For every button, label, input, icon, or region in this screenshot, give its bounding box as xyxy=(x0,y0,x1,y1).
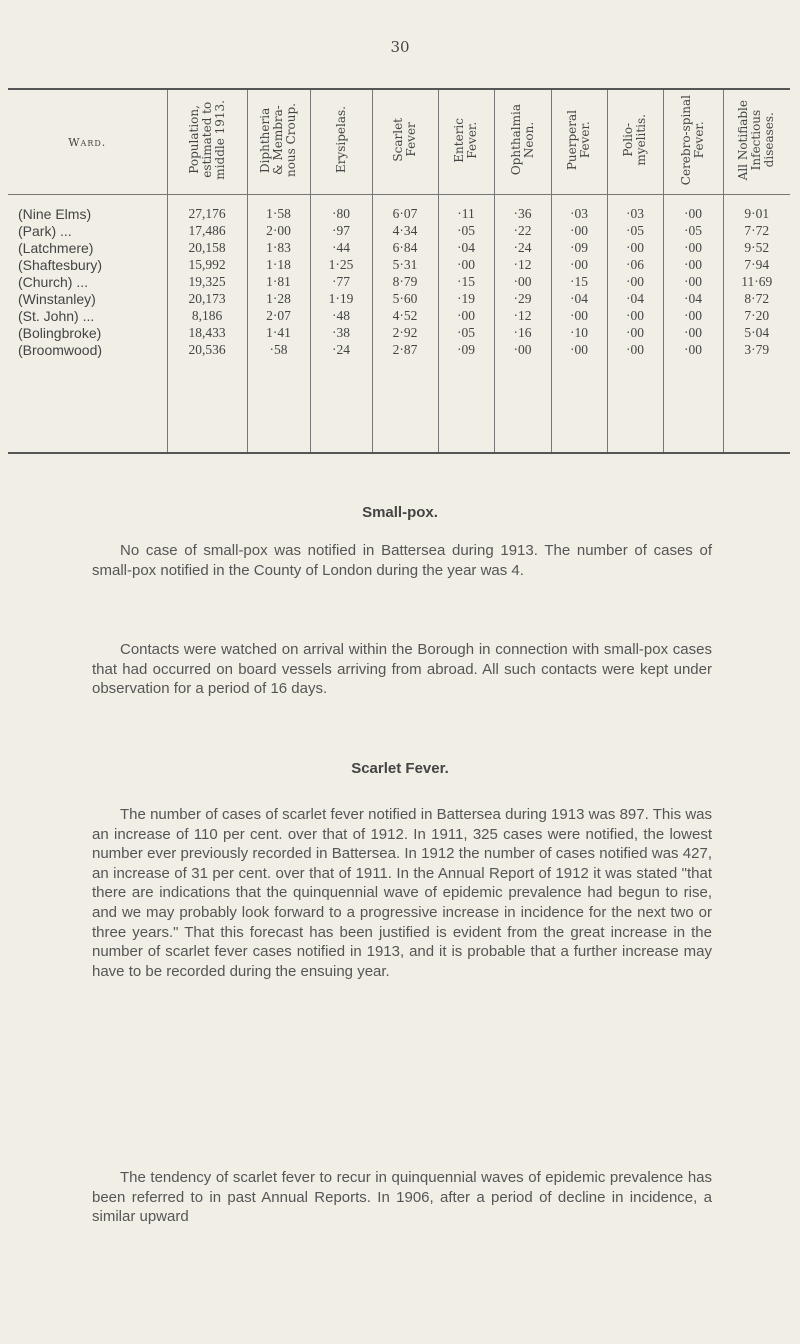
rate-cell: ·00 xyxy=(551,307,607,324)
table-row xyxy=(8,324,790,341)
ward-name-cell: (Latchmere) xyxy=(18,239,94,256)
rate-cell: ·00 xyxy=(438,307,494,324)
header-poliomyelitis: Polio- myelitis. xyxy=(607,89,663,195)
spacer-cell xyxy=(494,358,551,453)
rate-cell: 1·28 xyxy=(247,290,310,307)
rate-cell: 1·25 xyxy=(310,256,372,273)
ward-name-cell: (Church) ... xyxy=(18,273,89,290)
rate-cell: 5·31 xyxy=(372,256,438,273)
rate-cell: 1·81 xyxy=(247,273,310,290)
rate-cell: ·03 xyxy=(607,195,663,223)
rate-cell: 1·58 xyxy=(247,195,310,223)
header-population: Population, estimated to middle 1913. xyxy=(167,89,247,195)
rate-cell: ·05 xyxy=(438,222,494,239)
header-puerperal-fever: Puerperal Fever. xyxy=(551,89,607,195)
rate-cell: ·29 xyxy=(494,290,551,307)
ward-name-cell: (Bolingbroke) xyxy=(18,324,102,341)
rate-cell: 9·01 xyxy=(723,195,790,223)
rate-cell: 27,176 xyxy=(167,195,247,223)
scarlet-fever-paragraph-2: The tendency of scarlet fever to recur in quinquennial waves of epidemic prevalence has been referred to in past Annual Reports. In 1906, after a period of decline in incidence, a similar upward xyxy=(92,1169,712,1226)
rate-cell: 8,186 xyxy=(167,307,247,324)
rate-cell: ·00 xyxy=(607,239,663,256)
table-row xyxy=(8,273,790,290)
rate-cell: ·12 xyxy=(494,307,551,324)
rate-cell: 1·18 xyxy=(247,256,310,273)
spacer-cell xyxy=(723,358,790,453)
rate-cell: 18,433 xyxy=(167,324,247,341)
header-erysipelas: Erysipelas. xyxy=(310,89,372,195)
rate-cell: ·09 xyxy=(551,239,607,256)
ward-name-cell: (Shaftesbury) xyxy=(18,256,103,273)
rate-cell: 20,173 xyxy=(167,290,247,307)
rate-cell: 7·94 xyxy=(723,256,790,273)
rate-cell: ·00 xyxy=(494,341,551,358)
spacer-cell xyxy=(8,358,167,453)
rate-cell: ·15 xyxy=(551,273,607,290)
spacer-cell xyxy=(372,358,438,453)
table-row xyxy=(8,239,790,256)
ward-name-cell: (Nine Elms) xyxy=(18,205,92,222)
table-row xyxy=(8,341,790,358)
rate-cell: ·10 xyxy=(551,324,607,341)
table-header-row xyxy=(8,89,790,195)
rate-cell: ·77 xyxy=(310,273,372,290)
ward-name-cell: (Park) ... xyxy=(18,222,72,239)
ward-name-cell: (St. John) ... xyxy=(18,307,95,324)
rate-cell: ·09 xyxy=(438,341,494,358)
header-scarlet-fever: Scarlet Fever xyxy=(372,89,438,195)
rate-cell: ·05 xyxy=(438,324,494,341)
rate-cell: ·00 xyxy=(663,341,723,358)
rate-cell: ·11 xyxy=(438,195,494,223)
rate-cell: ·12 xyxy=(494,256,551,273)
header-ophthalmia: Ophthalmia Neon. xyxy=(494,89,551,195)
spacer-cell xyxy=(663,358,723,453)
rate-cell: 9·52 xyxy=(723,239,790,256)
table-row xyxy=(8,195,790,223)
smallpox-paragraph-1: No case of small-pox was notified in Battersea during 1913. The number of cases of small-pox notified in the County of London during the year was 4. xyxy=(92,542,712,579)
table-row xyxy=(8,256,790,273)
rate-cell: 8·79 xyxy=(372,273,438,290)
header-all-notifiable: All Notifiable Infectious diseases. xyxy=(723,89,790,195)
rate-cell: 15,992 xyxy=(167,256,247,273)
rate-cell: ·97 xyxy=(310,222,372,239)
rate-cell: 2·07 xyxy=(247,307,310,324)
rate-cell: ·24 xyxy=(310,341,372,358)
rate-cell: ·16 xyxy=(494,324,551,341)
spacer-cell xyxy=(607,358,663,453)
rate-cell: 6·84 xyxy=(372,239,438,256)
rate-cell: ·00 xyxy=(607,273,663,290)
rate-cell: 1·41 xyxy=(247,324,310,341)
scarlet-fever-paragraph-1: The number of cases of scarlet fever notified in Battersea during 1913 was 897. This was an increase of 110 per cent. over that of 1912. In 1911, 325 cases were notified, the lowest number ever previously recorded in Battersea. In 1912 the number of cases notified was 427, an increase of 31 per cent. over that of 1911. In the Annual Report of 1912 it was stated "that there are indications that the quinquennial wave of epidemic prevalence had begun to rise, and we may probably look forward to a progressive increase in incidence for the next two or three years." That this forecast has been justified is evident from the great increase in the number of scarlet fever cases notified in 1913, and it is probable that a further increase may have to be recorded during the ensuing year. xyxy=(92,806,712,980)
ward-name-cell: (Broomwood) xyxy=(18,341,103,358)
page-number: 30 xyxy=(390,38,410,56)
header-enteric-fever: Enteric Fever. xyxy=(438,89,494,195)
spacer-cell xyxy=(310,358,372,453)
rate-cell: ·38 xyxy=(310,324,372,341)
spacer-cell xyxy=(167,358,247,453)
ward-rates-table-container xyxy=(8,88,790,454)
rate-cell: ·00 xyxy=(551,341,607,358)
table-row xyxy=(8,307,790,324)
rate-cell: 4·34 xyxy=(372,222,438,239)
rate-cell: ·00 xyxy=(663,256,723,273)
rate-cell: ·58 xyxy=(247,341,310,358)
rate-cell: ·48 xyxy=(310,307,372,324)
rate-cell: ·00 xyxy=(663,239,723,256)
rate-cell: ·19 xyxy=(438,290,494,307)
rate-cell: 2·87 xyxy=(372,341,438,358)
rate-cell: ·00 xyxy=(663,324,723,341)
table-body xyxy=(8,195,790,454)
header-diphtheria: Diphtheria & Membra- nous Croup. xyxy=(247,89,310,195)
rate-cell: ·24 xyxy=(494,239,551,256)
rate-cell: ·00 xyxy=(663,273,723,290)
header-cerebro-spinal: Cerebro-spinal Fever. xyxy=(663,89,723,195)
rate-cell: ·05 xyxy=(607,222,663,239)
table-row xyxy=(8,222,790,239)
rate-cell: 20,158 xyxy=(167,239,247,256)
header-ward: Ward. xyxy=(8,89,167,195)
rate-cell: ·00 xyxy=(607,307,663,324)
smallpox-paragraph-2: Contacts were watched on arrival within the Borough in connection with small-pox cases that had occurred on board vessels arriving from abroad. All such contacts were kept under observation for a period of 16 days. xyxy=(92,641,712,698)
rate-cell: ·00 xyxy=(663,195,723,223)
rate-cell: ·15 xyxy=(438,273,494,290)
rate-cell: 2·92 xyxy=(372,324,438,341)
rate-cell: 4·52 xyxy=(372,307,438,324)
rate-cell: 7·72 xyxy=(723,222,790,239)
ward-name-cell: (Winstanley) xyxy=(18,290,96,307)
rate-cell: 19,325 xyxy=(167,273,247,290)
spacer-cell xyxy=(551,358,607,453)
rate-cell: ·05 xyxy=(663,222,723,239)
rate-cell: 1·19 xyxy=(310,290,372,307)
rate-cell: ·04 xyxy=(438,239,494,256)
rate-cell: ·00 xyxy=(494,273,551,290)
rate-cell: 2·00 xyxy=(247,222,310,239)
spacer-cell xyxy=(247,358,310,453)
rate-cell: 6·07 xyxy=(372,195,438,223)
rate-cell: ·22 xyxy=(494,222,551,239)
smallpox-heading: Small-pox. xyxy=(362,504,438,521)
rate-cell: 20,536 xyxy=(167,341,247,358)
rate-cell: 17,486 xyxy=(167,222,247,239)
rate-cell: ·00 xyxy=(551,222,607,239)
scarlet-fever-heading: Scarlet Fever. xyxy=(351,760,449,777)
rate-cell: ·00 xyxy=(663,307,723,324)
rate-cell: 11·69 xyxy=(723,273,790,290)
rate-cell: ·00 xyxy=(438,256,494,273)
rate-cell: 8·72 xyxy=(723,290,790,307)
rate-cell: 7·20 xyxy=(723,307,790,324)
rate-cell: ·80 xyxy=(310,195,372,223)
rate-cell: ·36 xyxy=(494,195,551,223)
rate-cell: ·44 xyxy=(310,239,372,256)
spacer-cell xyxy=(438,358,494,453)
rate-cell: ·00 xyxy=(551,256,607,273)
ward-rates-table xyxy=(8,88,790,454)
rate-cell: 3·79 xyxy=(723,341,790,358)
rate-cell: ·04 xyxy=(551,290,607,307)
rate-cell: 1·83 xyxy=(247,239,310,256)
rate-cell: ·04 xyxy=(663,290,723,307)
rate-cell: ·06 xyxy=(607,256,663,273)
rate-cell: ·00 xyxy=(607,324,663,341)
rate-cell: 5·04 xyxy=(723,324,790,341)
table-spacer-row xyxy=(8,358,790,453)
table-row xyxy=(8,290,790,307)
rate-cell: ·04 xyxy=(607,290,663,307)
rate-cell: ·03 xyxy=(551,195,607,223)
rate-cell: 5·60 xyxy=(372,290,438,307)
rate-cell: ·00 xyxy=(607,341,663,358)
